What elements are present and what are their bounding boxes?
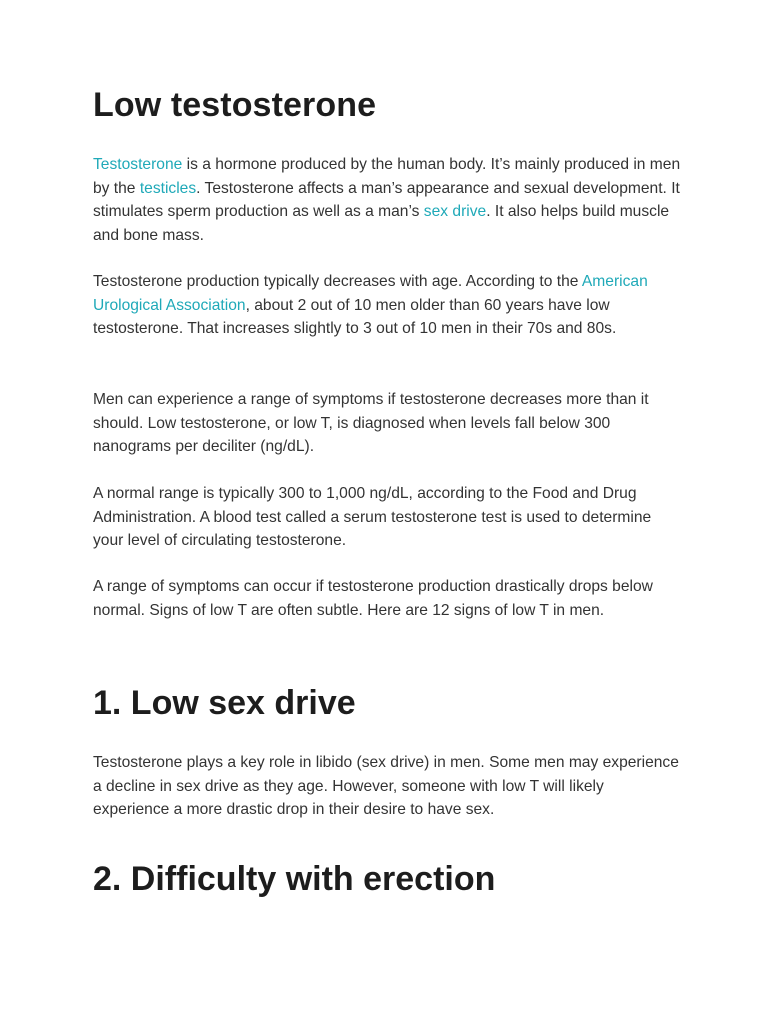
intro-p2-text-1: Testosterone production typically decreases with age. According to the [93, 273, 582, 290]
link-testosterone[interactable]: Testosterone [93, 156, 183, 173]
intro-p1-text-3: . It also helps build muscle and bone mass. [93, 203, 670, 244]
intro-paragraph-1 [93, 153, 683, 247]
link-american-urological-association[interactable]: American Urological Association [93, 273, 648, 314]
link-testicles[interactable]: testicles [139, 179, 197, 197]
intro-paragraph-5: A range of symptoms can occur if testosterone production drastically drops below normal. Signs of low T are often subtle. Here are 12 signs of low T in men. [93, 578, 653, 619]
intro-paragraph-3: Men can experience a range of symptoms if testosterone decreases more than it should. Low testosterone, or low T, is diagnosed when levels fall below 300 nanograms per deciliter (ng/dL). [93, 391, 649, 456]
section-heading-low-sex-drive: 1. Low sex drive [93, 684, 356, 722]
intro-p2-text-2: , about 2 out of 10 men older than 60 years have low testosterone. That increases slightly to 3 out of 10 men in their 70s and 80s. [93, 296, 617, 338]
intro-p1-text-2: . Testosterone affects a man’s appearance and sexual development. It stimulates sperm production as well as a man’s [93, 179, 680, 221]
page-title: Low testosterone [93, 86, 377, 124]
intro-paragraph-2 [93, 270, 683, 341]
section-heading-difficulty-with-erection: 2. Difficulty with erection [93, 860, 496, 898]
intro-paragraph-4: A normal range is typically 300 to 1,000 ng/dL, according to the Food and Drug Administration. A blood test called a serum testosterone test is used to determine your level of circulating testosterone. [93, 485, 652, 550]
intro-p1-text-1: is a hormone produced by the human body. It’s mainly produced in men by the [93, 156, 681, 197]
section-body-low-sex-drive: Testosterone plays a key role in libido (sex drive) in men. Some men may experience a decline in sex drive as they age. However, someone with low T will likely experience a more drastic drop in their desire to have sex. [93, 754, 679, 819]
link-sex-drive[interactable]: sex drive [423, 203, 487, 221]
